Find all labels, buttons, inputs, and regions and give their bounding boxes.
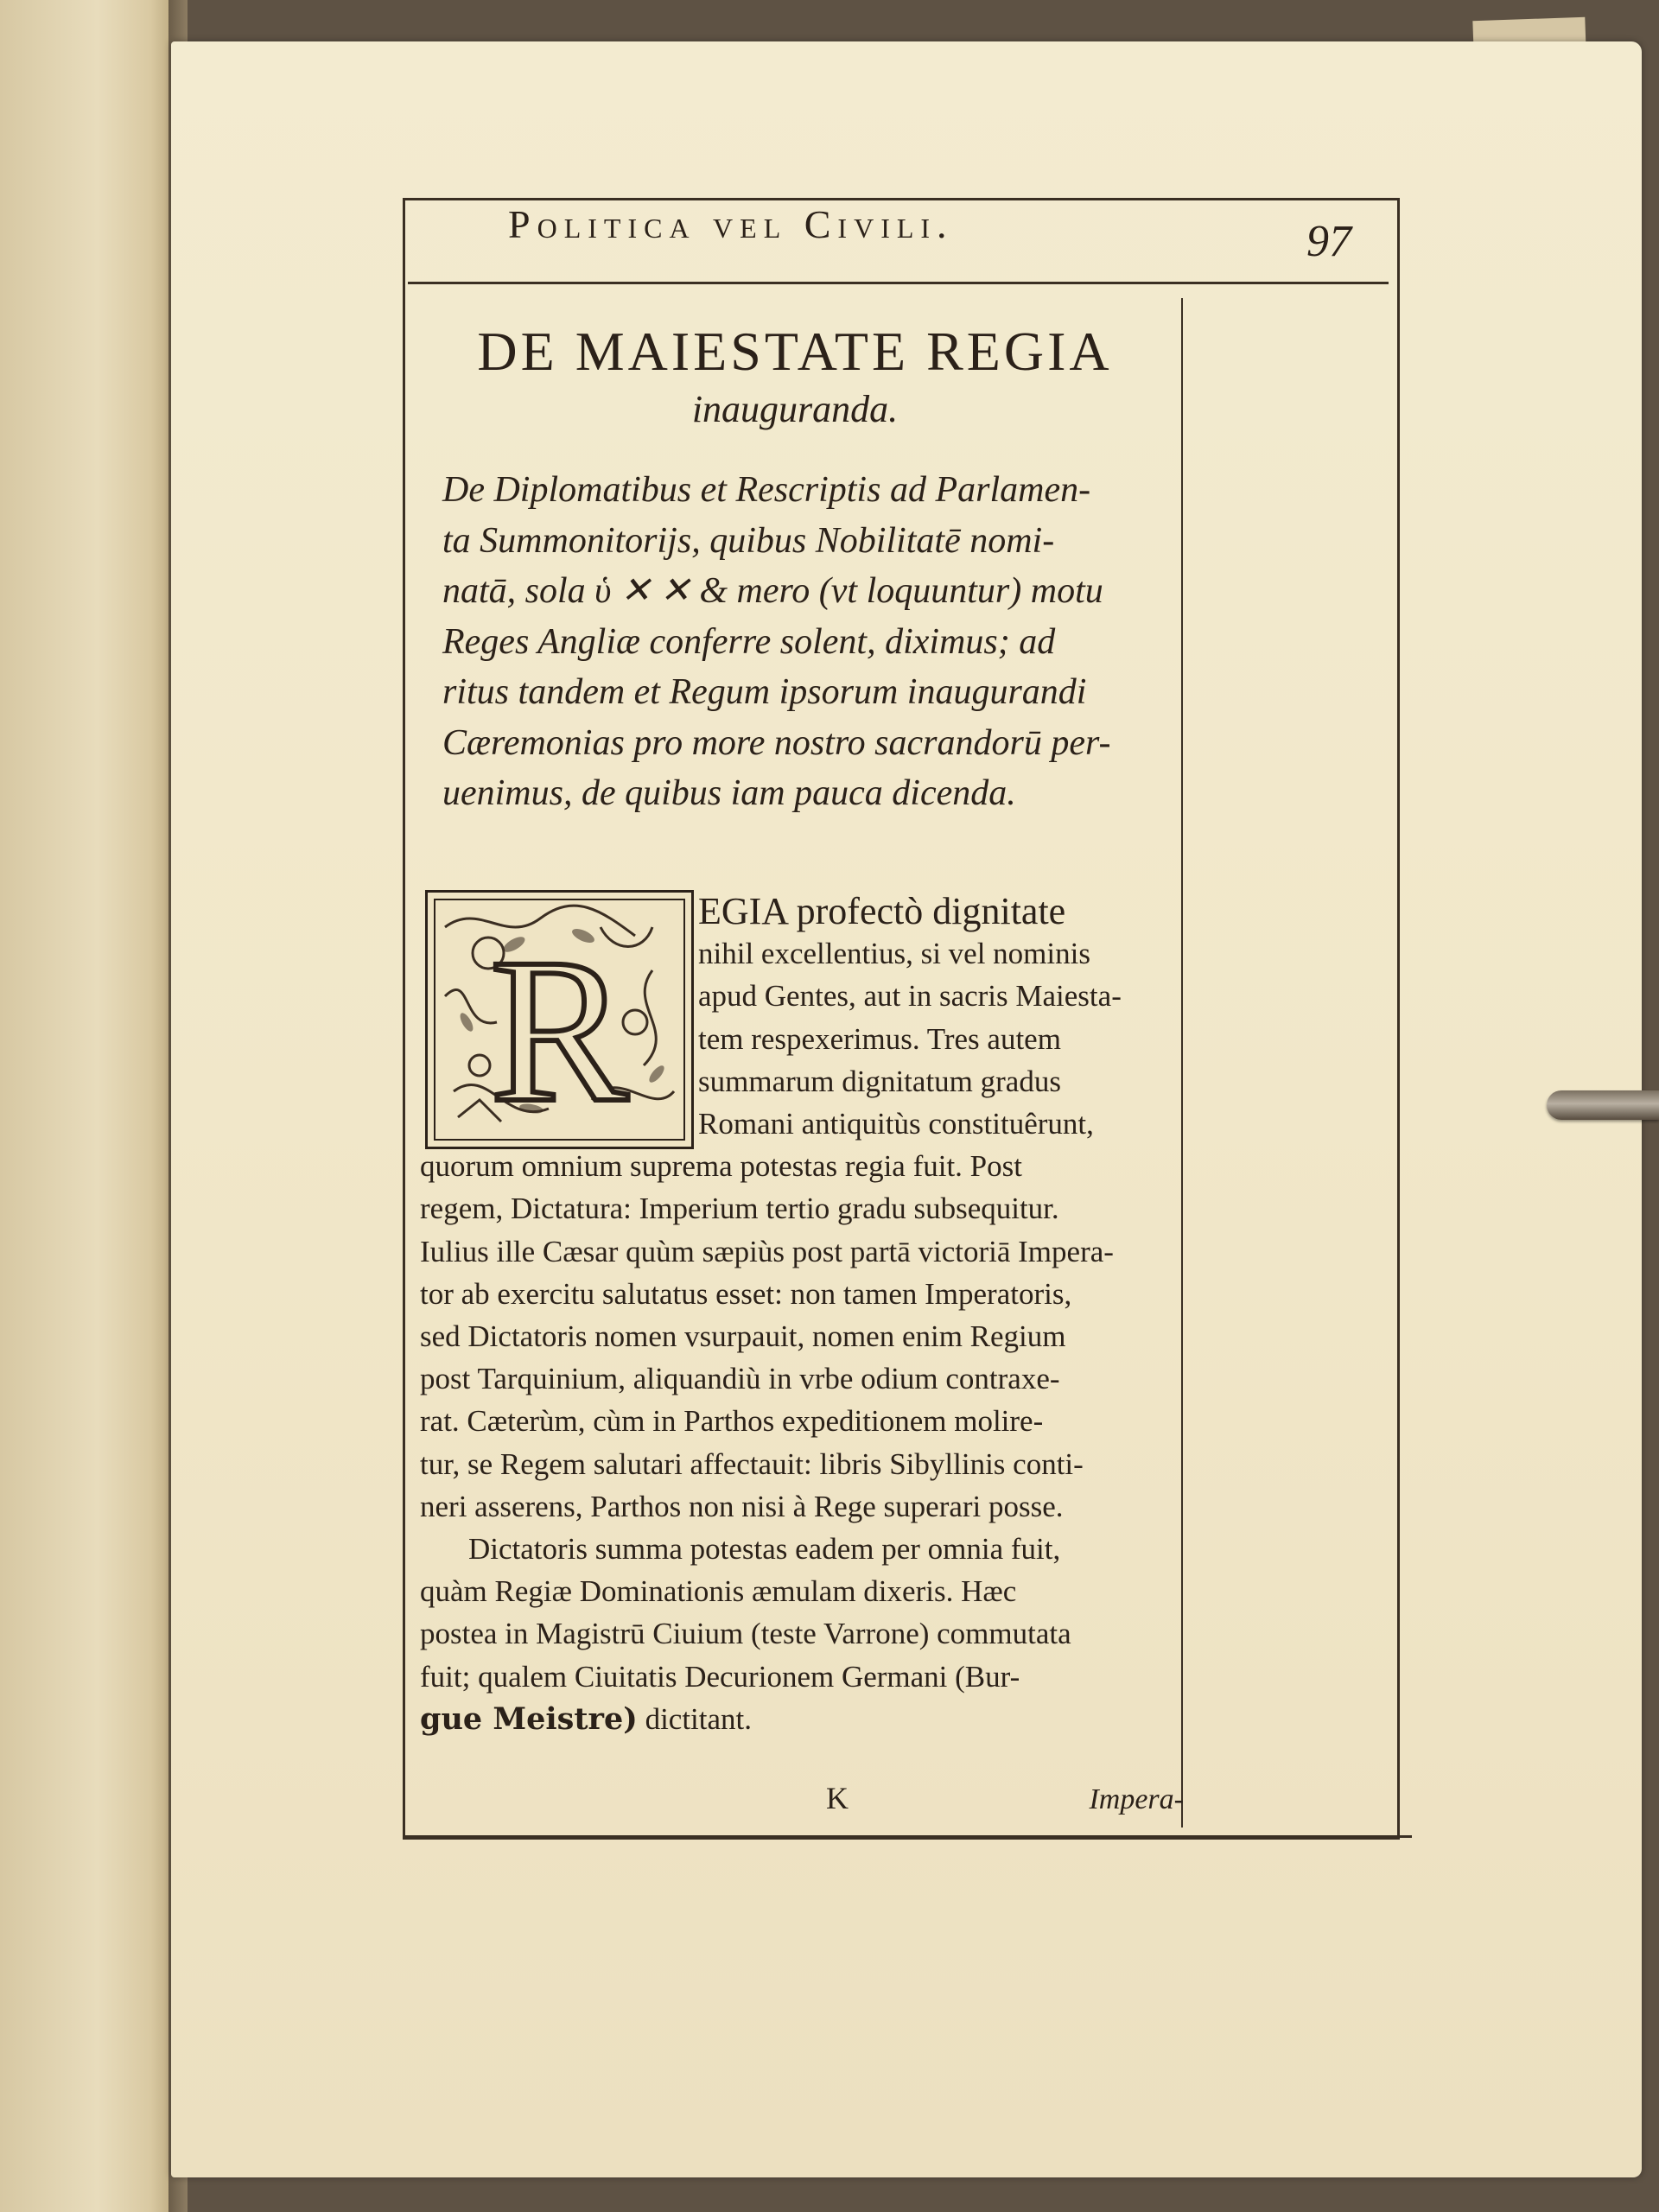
body-last-line: [420, 1698, 1172, 1740]
body-line: postea in Magistrū Ciuium (teste Varrone) commutata: [420, 1617, 1071, 1651]
page-number: 97: [1306, 217, 1351, 266]
body-line: nihil excellentius, si vel nominis: [698, 937, 1090, 971]
body-line: tor ab exercitu salutatus esset: non tamen Imperatoris,: [420, 1276, 1072, 1311]
body-line: post Tarquinium, aliquandiù in vrbe odium contraxe-: [420, 1362, 1060, 1396]
intro-line: ta Summonitorijs, quibus Nobilitatē nomi-: [442, 520, 1055, 561]
bookmark-clip-icon: [1547, 1090, 1659, 1120]
body-first-line: EGIA profectò dignitate: [698, 890, 1066, 932]
header-rule: [408, 282, 1389, 284]
intro-line: Cæremonias pro more nostro sacrandorū per-: [442, 722, 1111, 763]
body-line: quorum omnium suprema potestas regia fuit. Post: [420, 1149, 1022, 1184]
intro-line: uenimus, de quibus iam pauca dicenda.: [442, 773, 1016, 813]
blackletter-phrase: gue Meistre): [420, 1700, 638, 1737]
body-line: Iulius ille Cæsar quùm sæpiùs post partā victoriā Impera-: [420, 1234, 1114, 1268]
chapter-subtitle: inauguranda.: [691, 388, 899, 430]
footer-rule: [403, 1835, 1412, 1838]
intro-line: Reges Angliæ conferre solent, diximus; ad: [442, 621, 1056, 662]
catchword: Impera-: [1089, 1783, 1184, 1815]
body-line: tem respexerimus. Tres autem: [698, 1021, 1061, 1056]
intro-paragraph: [442, 465, 1168, 819]
body-line: apud Gentes, aut in sacris Maiesta-: [698, 979, 1122, 1014]
running-head: Politica vel Civili.: [508, 202, 954, 246]
body-line: tur, se Regem salutari affectauit: libris Sibyllinis conti-: [420, 1446, 1084, 1481]
body-line: quàm Regiæ Dominationis æmulam dixeris. Hæc: [420, 1574, 1017, 1609]
body-line: regem, Dictatura: Imperium tertio gradu subsequitur.: [420, 1192, 1059, 1226]
facing-page-edge: [0, 0, 177, 2212]
intro-line: De Diplomatibus et Rescriptis ad Parlamen-: [442, 470, 1091, 510]
body-line: summarum dignitatum gradus: [698, 1064, 1061, 1098]
body-line-end: dictitant.: [637, 1701, 753, 1736]
intro-line: natā, sola ὑ ✕ ✕ & mero (vt loquuntur) motu: [442, 571, 1103, 611]
body-line: Romani antiquitùs constituêrunt,: [698, 1107, 1094, 1141]
body-line: sed Dictatoris nomen vsurpauit, nomen enim Regium: [420, 1319, 1066, 1354]
body-text: [420, 890, 1172, 1740]
body-line: neri asserens, Parthos non nisi à Rege superari posse.: [420, 1489, 1064, 1523]
intro-line: ritus tandem et Regum ipsorum inaugurandi: [442, 672, 1087, 712]
chapter-title: DE MAIESTATE REGIA: [477, 321, 1113, 382]
frame-inner-rule: [1181, 298, 1183, 1827]
initial-letter: R: [489, 915, 629, 1145]
body-line: fuit; qualem Ciuitatis Decurionem Germani (Bur-: [420, 1659, 1020, 1694]
body-line: Dictatoris summa potestas eadem per omnia fuit,: [468, 1532, 1061, 1567]
signature-mark: K: [826, 1781, 849, 1815]
body-line: rat. Cæterùm, cùm in Parthos expeditionem molire-: [420, 1404, 1044, 1439]
